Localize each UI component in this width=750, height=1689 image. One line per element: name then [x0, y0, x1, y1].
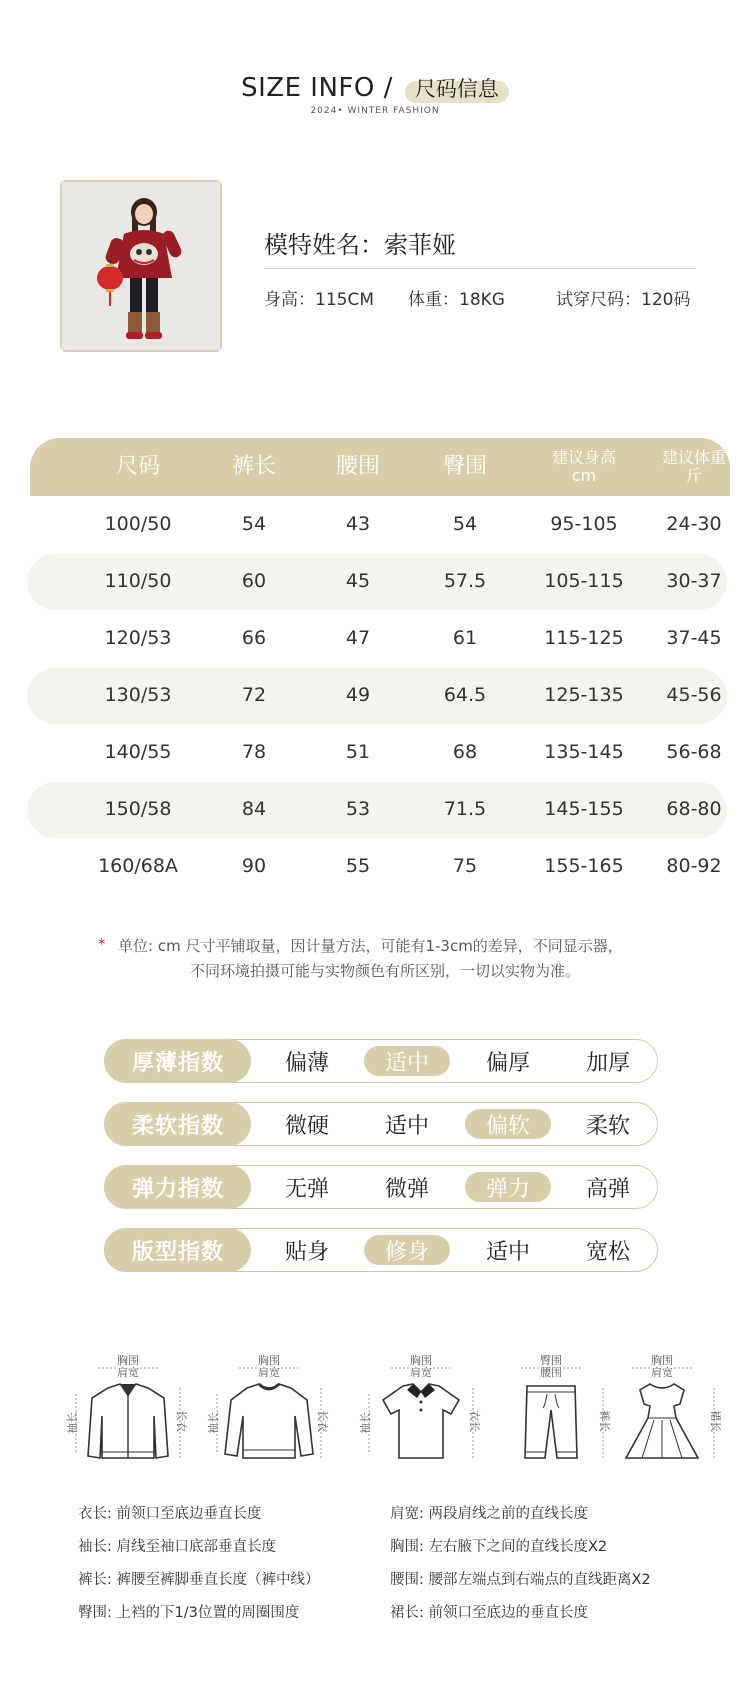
cell-size: 130/53 — [104, 684, 172, 706]
diagram-right-label: 长衣 — [316, 1410, 329, 1432]
pants-icon — [525, 1386, 577, 1458]
cell-waist: 45 — [345, 570, 371, 592]
diagram-top-label-2: 肩宽 — [651, 1366, 673, 1379]
cell-suggested-height: 95-105 — [550, 513, 618, 535]
sweater-diagram — [209, 1354, 329, 1482]
diagram-right-label: 长衣 — [175, 1410, 188, 1432]
cell-size: 100/50 — [104, 513, 172, 535]
diagram-top-label-2: 肩宽 — [410, 1366, 432, 1379]
cell-suggested-weight: 68-80 — [666, 798, 722, 820]
index-option-selected: 弹力 — [465, 1172, 551, 1202]
model-fit-size: 试穿尺码：120码 — [556, 290, 691, 310]
index-option: 加厚 — [585, 1050, 630, 1076]
diagram-top-label-2: 肩宽 — [117, 1366, 139, 1379]
cell-pants-length: 84 — [241, 798, 267, 820]
header-waist: 腰围 — [335, 453, 380, 479]
model-photo-illustration — [62, 182, 220, 350]
cell-suggested-weight: 37-45 — [666, 627, 722, 649]
index-option: 适中 — [485, 1239, 530, 1265]
measurement-definition: 袖长: 肩线至袖口底部垂直长度 — [78, 1539, 276, 1555]
note-text-1: 单位: cm 尺寸平铺取量，因计量方法，可能有1-3cm的差异，不同显示器， — [118, 937, 623, 955]
title-chinese: 尺码信息 — [414, 77, 499, 101]
cell-pants-length: 60 — [241, 570, 267, 592]
diagram-top-label-1: 胸围 — [410, 1354, 432, 1367]
cell-pants-length: 54 — [241, 513, 267, 535]
diagram-right-label: 衣长 — [468, 1410, 481, 1432]
index-option: 微弹 — [384, 1176, 429, 1202]
index-option-selected: 偏软 — [465, 1109, 551, 1139]
index-label: 柔软指数 — [105, 1102, 251, 1146]
polo-shirt-icon — [383, 1384, 459, 1458]
measurement-definition: 肩宽: 两段肩线之前的直线长度 — [390, 1506, 588, 1522]
cell-waist: 47 — [345, 627, 371, 649]
index-label: 厚薄指数 — [105, 1039, 251, 1083]
measurement-definition: 裙长: 前领口至底边的垂直长度 — [390, 1605, 588, 1621]
cell-waist: 49 — [345, 684, 371, 706]
index-row-softness — [104, 1102, 658, 1146]
diagram-top-label-2: 腰围 — [540, 1366, 562, 1379]
cell-suggested-height: 105-115 — [544, 570, 624, 592]
diagram-left-label: 袖长 — [359, 1412, 372, 1434]
page-title — [0, 68, 750, 108]
measurement-definition: 腰围: 腰部左端点到右端点的直线距离X2 — [390, 1572, 651, 1588]
index-label: 弹力指数 — [105, 1165, 251, 1209]
index-option: 偏厚 — [485, 1050, 530, 1076]
table-row — [30, 724, 730, 781]
index-option: 贴身 — [284, 1239, 329, 1265]
index-option: 高弹 — [585, 1176, 630, 1202]
cell-hip: 61 — [452, 627, 478, 649]
cell-waist: 43 — [345, 513, 371, 535]
cell-suggested-height: 145-155 — [544, 798, 624, 820]
cell-suggested-weight: 56-68 — [666, 741, 722, 763]
measurement-definition: 裤长: 裤腰至裤脚垂直长度（裤中线） — [78, 1572, 320, 1588]
cell-suggested-height: 135-145 — [544, 741, 624, 763]
cell-suggested-weight: 30-37 — [666, 570, 722, 592]
index-option: 偏薄 — [284, 1050, 329, 1076]
cell-suggested-height: 115-125 — [544, 627, 624, 649]
cell-pants-length: 66 — [241, 627, 267, 649]
table-row — [30, 667, 730, 724]
cell-suggested-weight: 24-30 — [666, 513, 722, 535]
cell-waist: 55 — [345, 855, 371, 877]
table-row — [30, 781, 730, 838]
index-option: 微硬 — [284, 1113, 329, 1139]
index-option: 宽松 — [585, 1239, 630, 1265]
dress-diagram — [602, 1354, 722, 1482]
header-suggested-height: 建议身高 cm — [551, 448, 616, 485]
pants-diagram — [491, 1354, 611, 1482]
model-divider — [264, 268, 696, 269]
model-name: 模特姓名：索菲娅 — [264, 231, 456, 259]
table-row — [30, 610, 730, 667]
cell-pants-length: 90 — [241, 855, 267, 877]
table-row — [30, 496, 730, 553]
cell-suggested-height: 125-135 — [544, 684, 624, 706]
dress-icon — [626, 1384, 698, 1458]
header-suggested-weight: 建议体重 斤 — [661, 448, 726, 485]
index-label: 版型指数 — [105, 1228, 251, 1272]
cell-pants-length: 72 — [241, 684, 267, 706]
model-weight: 体重：18KG — [408, 290, 505, 310]
cell-hip: 64.5 — [443, 684, 487, 706]
cell-size: 150/58 — [104, 798, 172, 820]
header-hip: 臀围 — [442, 453, 487, 479]
note-star: * — [98, 935, 106, 953]
jacket-diagram — [68, 1354, 188, 1482]
polo-shirt-diagram — [361, 1354, 481, 1482]
index-row-elasticity — [104, 1165, 658, 1209]
cell-hip: 71.5 — [443, 798, 487, 820]
cell-size: 160/68A — [98, 855, 178, 877]
index-option: 柔软 — [585, 1113, 630, 1139]
index-row-thickness — [104, 1039, 658, 1083]
model-height: 身高：115CM — [264, 290, 374, 310]
index-option: 无弹 — [284, 1176, 329, 1202]
sweater-icon — [225, 1384, 313, 1458]
cell-waist: 53 — [345, 798, 371, 820]
model-photo — [60, 180, 222, 352]
cell-pants-length: 78 — [241, 741, 267, 763]
diagram-left-label: 袖长 — [66, 1412, 79, 1434]
cell-suggested-weight: 80-92 — [666, 855, 722, 877]
table-row — [30, 838, 730, 895]
diagram-top-label-1: 胸围 — [117, 1354, 139, 1367]
header-pants-length: 裤长 — [231, 453, 276, 479]
cell-size: 140/55 — [104, 741, 172, 763]
title-english: SIZE INFO / — [241, 73, 393, 103]
table-row — [30, 553, 730, 610]
cell-suggested-weight: 45-56 — [666, 684, 722, 706]
index-option: 适中 — [384, 1113, 429, 1139]
cell-size: 120/53 — [104, 627, 172, 649]
cell-hip: 75 — [452, 855, 478, 877]
index-option-selected: 修身 — [364, 1235, 450, 1265]
size-table-header — [30, 438, 730, 496]
header-size: 尺码 — [115, 453, 160, 479]
jacket-icon — [88, 1384, 168, 1458]
measurement-definition: 臀围: 上裆的下1/3位置的周圈围度 — [78, 1605, 300, 1621]
diagram-top-label-1: 胸围 — [258, 1354, 280, 1367]
cell-hip: 57.5 — [443, 570, 487, 592]
diagram-left-label: 袖长 — [207, 1412, 220, 1434]
measurement-definition: 胸围: 左右腋下之间的直线长度X2 — [390, 1539, 608, 1555]
cell-size: 110/50 — [104, 570, 172, 592]
index-option-selected: 适中 — [364, 1046, 450, 1076]
note-text-2: 不同环境拍摄可能与实物颜色有所区别，一切以实物为准。 — [190, 962, 581, 980]
page-subtitle: 2024• WINTER FASHION — [310, 106, 440, 116]
diagram-top-label-2: 肩宽 — [258, 1366, 280, 1379]
measurement-definition: 衣长: 前领口至底边垂直长度 — [78, 1506, 262, 1522]
cell-waist: 51 — [345, 741, 371, 763]
diagram-top-label-1: 胸围 — [651, 1354, 673, 1367]
cell-hip: 54 — [452, 513, 478, 535]
title-chinese-badge — [405, 73, 509, 103]
cell-hip: 68 — [452, 741, 478, 763]
cell-suggested-height: 155-165 — [544, 855, 624, 877]
index-row-fit — [104, 1228, 658, 1272]
diagram-top-label-1: 臀围 — [540, 1354, 562, 1367]
diagram-right-label: 裤长 — [598, 1410, 611, 1432]
diagram-right-label: 裙长 — [709, 1410, 722, 1432]
